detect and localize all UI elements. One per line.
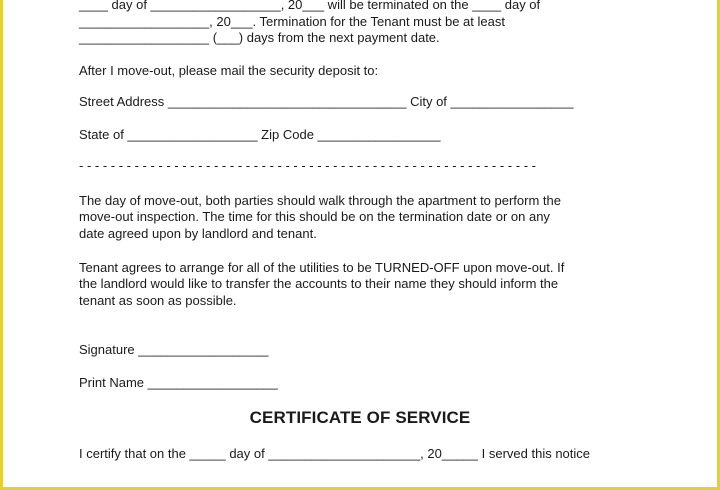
utilities-paragraph-line-2: the landlord would like to transfer the accounts to their name they should inform the: [79, 276, 559, 291]
termination-line-1: ____ day of __________________, 20___ will be terminated on the ____ day of: [79, 0, 541, 12]
dashed-divider: - - - - - - - - - - - - - - - - - - - - - - - - - - - - - - - - - - - - - - - - - - - - - - - - - - - - - - - - - -: [79, 158, 536, 173]
termination-line-2: __________________, 20___. Termination for the Tenant must be at least: [79, 14, 505, 29]
utilities-paragraph-line-3: tenant as soon as possible.: [79, 293, 237, 308]
inspection-paragraph-line-1: The day of move-out, both parties should walk through the apartment to perform the: [79, 193, 561, 208]
inspection-paragraph-line-2: move-out inspection. The time for this should be on the termination date or on any: [79, 209, 550, 224]
termination-line-3: __________________ (___) days from the next payment date.: [79, 30, 440, 45]
street-address-line: Street Address _________________________________ City of _________________: [79, 94, 574, 109]
print-name-line: Print Name __________________: [79, 375, 278, 390]
state-zip-line: State of __________________ Zip Code _________________: [79, 127, 441, 142]
inspection-paragraph-line-3: date agreed upon by landlord and tenant.: [79, 226, 317, 241]
certificate-heading: CERTIFICATE OF SERVICE: [249, 408, 471, 427]
signature-line: Signature __________________: [79, 342, 269, 357]
certify-line: I certify that on the _____ day of _____________________, 20_____ I served this notice: [79, 446, 591, 461]
utilities-paragraph-line-1: Tenant agrees to arrange for all of the utilities to be TURNED-OFF upon move-out. If: [79, 260, 565, 275]
mail-deposit-line: After I move-out, please mail the security deposit to:: [79, 63, 379, 78]
